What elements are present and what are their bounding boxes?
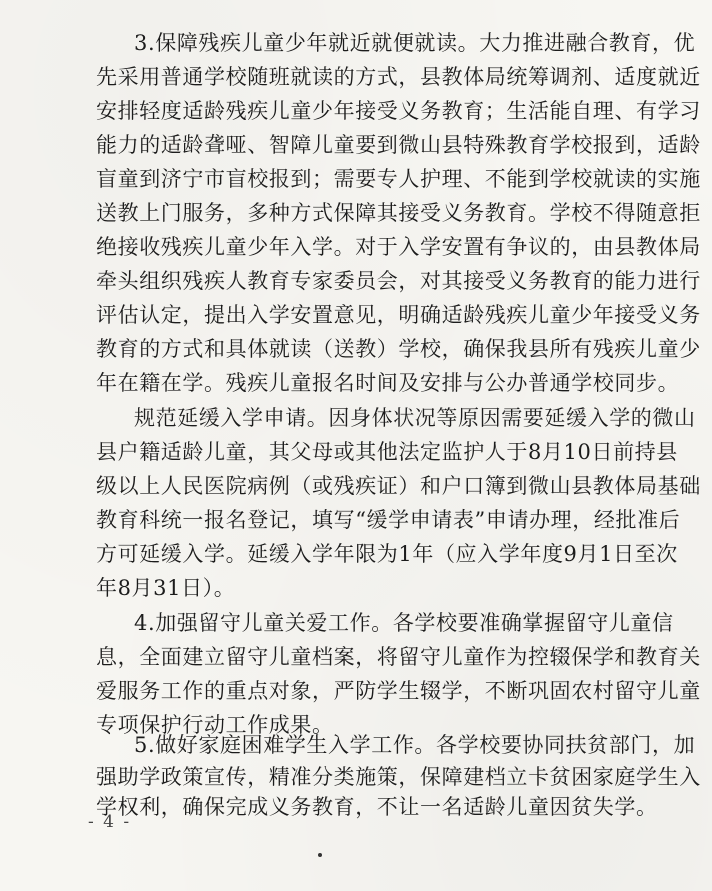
text-line: 方可延缓入学。延缓入学年限为1年（应入学年度9月1日至次 bbox=[96, 542, 678, 566]
text-line: 教育的方式和具体就读（送教）学校，确保我县所有残疾儿童少 bbox=[96, 337, 701, 361]
scan-dot bbox=[318, 853, 322, 857]
text-line: 3.保障残疾儿童少年就近就便就读。大力推进融合教育，优 bbox=[134, 31, 696, 55]
text-line: 级以上人民医院病例（或残疾证）和户口簿到微山县教体局基础 bbox=[96, 474, 701, 498]
text-line: 盲童到济宁市盲校报到；需要专人护理、不能到学校就读的实施 bbox=[96, 167, 701, 191]
text-line: 牵头组织残疾人教育专家委员会，对其接受义务教育的能力进行 bbox=[96, 269, 701, 293]
page-number: - 4 - bbox=[88, 812, 132, 832]
text-line: 评估认定，提出入学安置意见，明确适龄残疾儿童少年接受义务 bbox=[96, 303, 701, 327]
text-line: 年在籍在学。残疾儿童报名时间及安排与公办普通学校同步。 bbox=[96, 371, 680, 395]
text-line: 学权利，确保完成义务教育，不让一名适龄儿童因贫失学。 bbox=[96, 795, 658, 819]
text-line: 先采用普通学校随班就读的方式，县教体局统筹调剂、适度就近 bbox=[96, 65, 701, 89]
text-line: 绝接收残疾儿童少年入学。对于入学安置有争议的，由县教体局 bbox=[96, 235, 701, 259]
text-line: 4.加强留守儿童关爱工作。各学校要准确掌握留守儿童信 bbox=[134, 611, 674, 635]
text-line: 息，全面建立留守儿童档案，将留守儿童作为控辍保学和教育关 bbox=[96, 645, 701, 669]
text-line: 强助学政策宣传，精准分类施策，保障建档立卡贫困家庭学生入 bbox=[96, 765, 701, 789]
text-line: 年8月31日）。 bbox=[96, 576, 236, 600]
text-line: 安排轻度适龄残疾儿童少年接受义务教育；生活能自理、有学习 bbox=[96, 99, 701, 123]
text-line: 规范延缓入学申请。因身体状况等原因需要延缓入学的微山 bbox=[134, 406, 696, 430]
text-line: 专项保护行动工作成果。 bbox=[96, 713, 334, 737]
text-line: 送教上门服务，多种方式保障其接受义务教育。学校不得随意拒 bbox=[96, 201, 701, 225]
text-line: 爱服务工作的重点对象，严防学生辍学，不断巩固农村留守儿童 bbox=[96, 679, 701, 703]
text-line: 能力的适龄聋哑、智障儿童要到微山县特殊教育学校报到，适龄 bbox=[96, 133, 701, 157]
text-line: 5.做好家庭困难学生入学工作。各学校要协同扶贫部门，加 bbox=[134, 733, 696, 757]
text-line: 县户籍适龄儿童，其父母或其他法定监护人于8月10日前持县 bbox=[96, 440, 678, 464]
text-line: 教育科统一报名登记，填写“缓学申请表”申请办理，经批准后 bbox=[96, 508, 681, 532]
